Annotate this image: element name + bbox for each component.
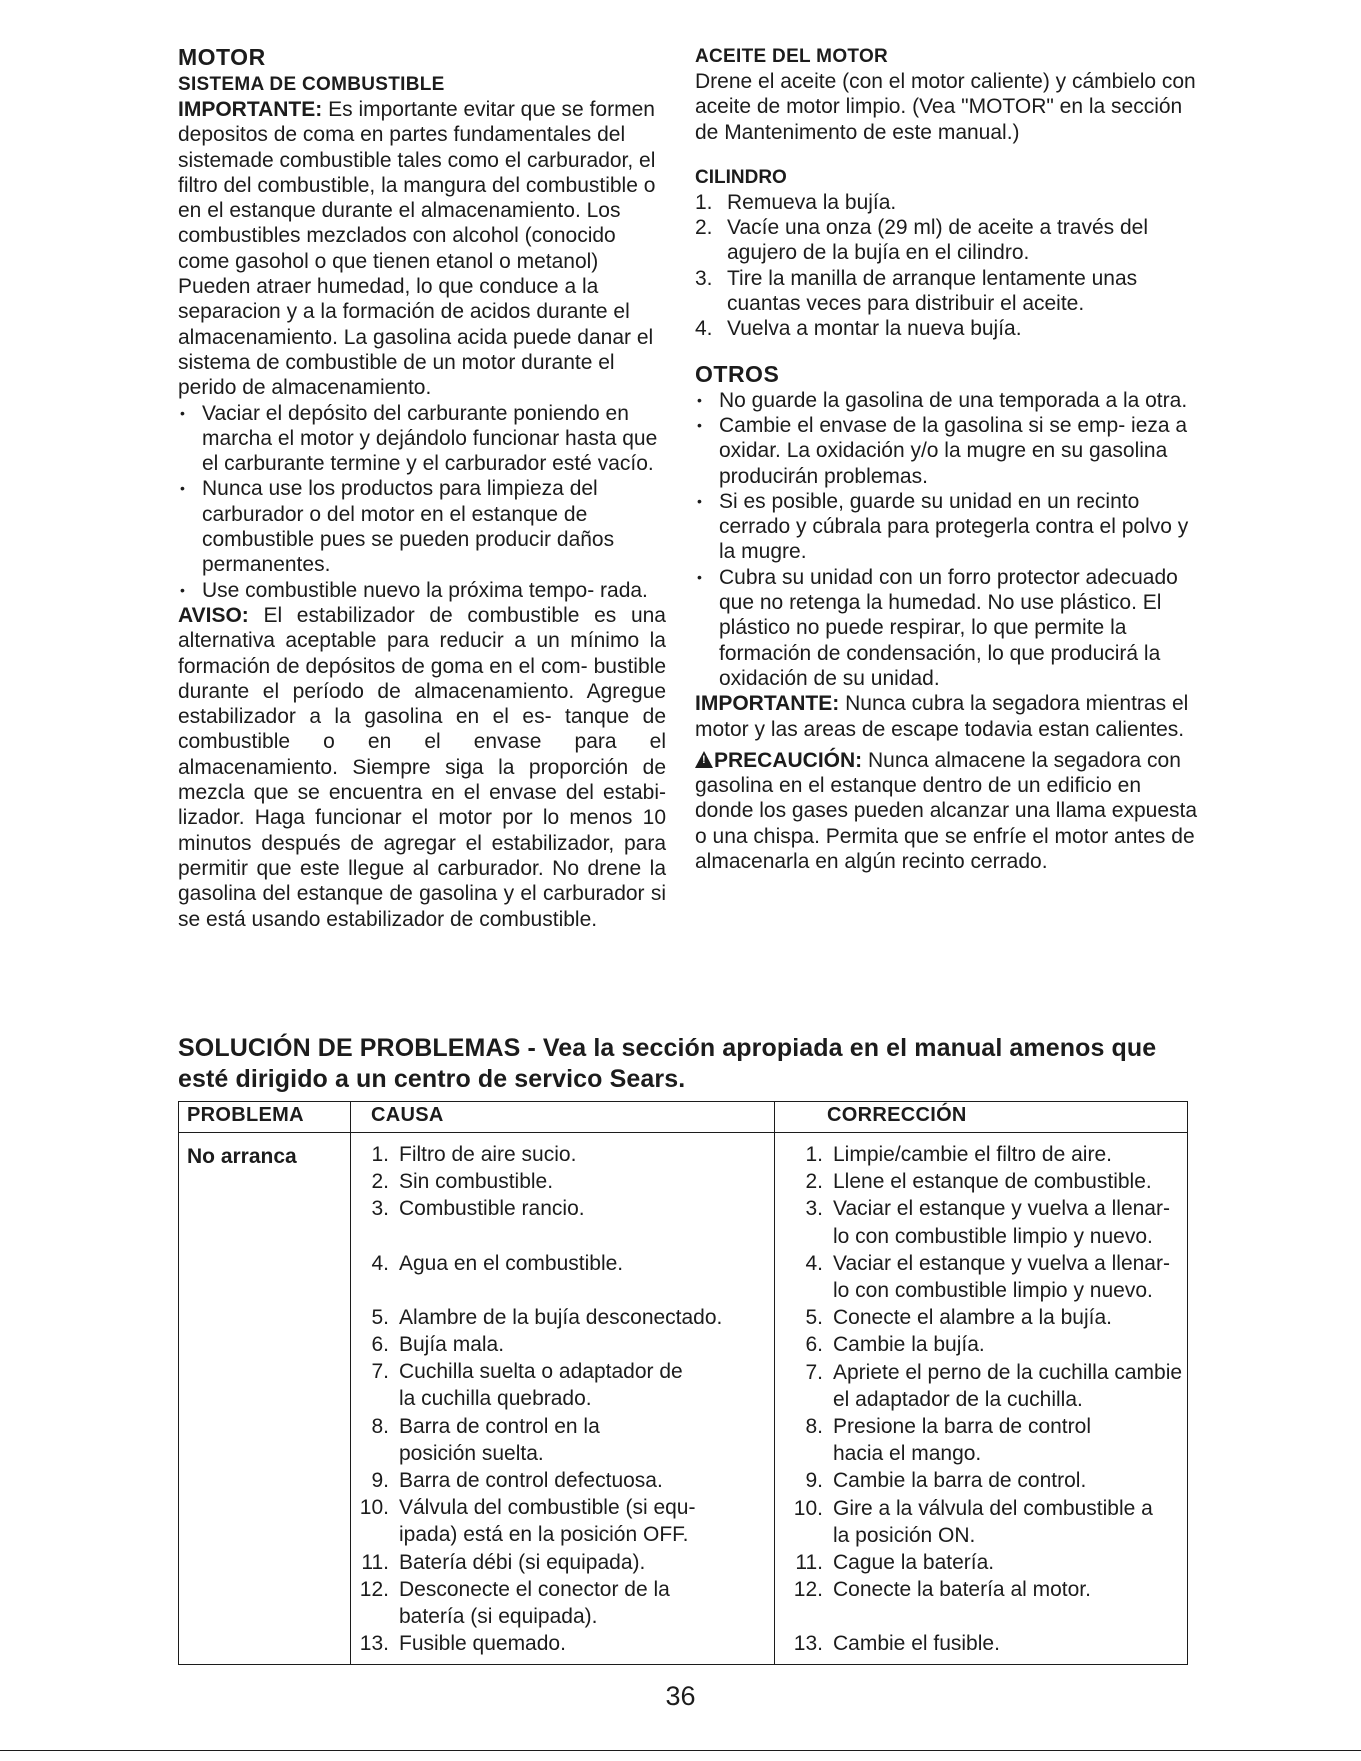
list-item: 7. Apriete el perno de la cuchilla cambie el adaptador de la cuchilla.	[805, 1360, 1183, 1411]
motor-bullet-list	[178, 401, 666, 603]
list-item: 4. Agua en el combustible.	[371, 1251, 624, 1275]
correction-cell	[775, 1133, 1188, 1665]
others-heading: OTROS	[695, 360, 780, 387]
important-note: IMPORTANTE: Nunca cubra la segadora mientras el motor y las areas de escape todavia estan calientes.	[695, 692, 1189, 741]
list-item: 2. Sin combustible.	[371, 1170, 554, 1194]
list-item: • Cubra su unidad con un forro protector adecuado que no retenga la humedad. No use plástico. El plástico no puede respirar, lo que permite la formación de condensación, lo que producirá la oxidación de su unidad.	[697, 565, 1178, 690]
bullet-icon: •	[180, 404, 185, 421]
caution-paragraph: ! PRECAUCIÓN: Nunca almacene la segadora con gasolina en el estanque dentro de un edificio en donde los gases pueden alcanzar una llama expuesta o una chispa. Permita que se enfríe el motor antes de almacenarla en algún recinto cerrado.	[695, 748, 1198, 874]
list-item: 3. Tire la manilla de arranque lentamente unas cuantas veces para distribuir el aceite.	[695, 266, 1138, 316]
list-item: 2. Vacíe una onza (29 ml) de aceite a través del agujero de la bujía en el cilindro.	[695, 216, 1149, 265]
list-item: • No guarde la gasolina de una temporada a la otra.	[697, 388, 1188, 412]
table-header-row	[179, 1102, 1188, 1133]
list-item: • Vaciar el depósito del carburante poniendo en marcha el motor y dejándolo funcionar hasta que el carburante termine y el carburador esté vacío.	[180, 401, 658, 476]
engine-oil-text: Drene el aceite (con el motor caliente) y cámbielo con aceite de motor limpio. (Vea "MOTOR" en la sección de Mantenimento de este manual.)	[695, 70, 1196, 144]
aviso-label: AVISO:	[178, 603, 249, 627]
troubleshooting-heading: SOLUCIÓN DE PROBLEMAS - Vea la sección apropiada en el manual amenos que esté dirigido a un centro de servico Sears.	[178, 1034, 1157, 1093]
aviso-text: El estabilizador de combustible es una alternativa aceptable para reducir a un mínimo la formación de depósitos de goma en el com- bustible durante el período de almacenamiento. Agregue estabilizador a la gasolina en el es- tanque de combustible o en el envase para el almacenamiento. Siempre siga la proporción de mezcla que se encuentra en el envase del estabi- lizador. Haga funcionar el motor por lo menos 10 minutos después de agregar el estabilizador, para permitir que este llegue al carburador. No drene la gasolina del estanque de gasolina y el carburador si se está usando estabilizador de combustible.	[178, 603, 666, 931]
list-item: 11. Batería débi (si equipada).	[361, 1550, 646, 1574]
list-item: 9. Cambie la barra de control.	[805, 1469, 1087, 1493]
caution-label: PRECAUCIÓN:	[714, 748, 863, 772]
correction-list	[783, 1141, 1187, 1658]
list-item: 8. Presione la barra de control hacia el mango.	[805, 1415, 1091, 1466]
list-item: 6. Cambie la bujía.	[805, 1333, 985, 1357]
list-item: 1. Filtro de aire sucio.	[371, 1143, 577, 1166]
cause-list	[359, 1141, 774, 1657]
list-item: 5. Conecte el alambre a la bujía.	[805, 1306, 1112, 1330]
engine-oil-heading: ACEITE DEL MOTOR	[695, 46, 889, 67]
list-item: 5. Alambre de la bujía desconectado.	[371, 1305, 723, 1329]
list-item: 6. Bujía mala.	[371, 1333, 505, 1357]
list-item: • Cambie el envase de la gasolina si se emp- ieza a oxidar. La oxidación y/o la mugre en su gasolina producirán problemas.	[697, 413, 1188, 488]
cylinder-steps	[695, 190, 1205, 342]
bottom-divider	[0, 1750, 1361, 1751]
list-item: • Si es posible, guarde su unidad en un recinto cerrado y cúbrala para protegerla contra el polvo y la mugre.	[697, 489, 1189, 564]
right-column	[695, 44, 1205, 874]
bullet-icon: •	[697, 391, 702, 408]
bullet-icon: •	[180, 581, 185, 598]
important-text: Es importante evitar que se formen depositos de coma en partes fundamentales del sistemade combustible tales como el carburador, el filtro del combustible, la mangura del combustible o en el estanque durante el almacenamiento. Los combustibles mezclados con alcohol (conocido come gasohol o que tienen etanol o metanol) Pueden atraer humedad, lo que conduce a la separacion y a la formación de acidos durante el almacenamiento. La gasolina acida puede danar el sistema de combustible de un motor durante el perido de almacenamiento.	[178, 98, 656, 400]
list-item: 13. Cambie el fusible.	[793, 1632, 1000, 1656]
list-item: 8. Barra de control en la posición suelta.	[371, 1414, 600, 1465]
important-paragraph	[178, 97, 666, 401]
problem-cell: No arranca	[179, 1133, 351, 1665]
list-item: 1. Limpie/cambie el filtro de aire.	[805, 1143, 1112, 1166]
important-label: IMPORTANTE:	[695, 692, 840, 716]
column-header-problem: PROBLEMA	[179, 1102, 351, 1133]
page-number: 36	[665, 1681, 696, 1711]
list-item: 10. Gire a la válvula del combustible a la posición ON.	[793, 1496, 1153, 1547]
motor-heading: MOTOR	[178, 44, 266, 70]
bullet-icon: •	[180, 480, 185, 497]
list-item: 3. Vaciar el estanque y vuelva a llenar- lo con combustible limpio y nuevo.	[805, 1197, 1170, 1248]
table-row	[179, 1133, 1188, 1665]
column-header-cause: CAUSA	[351, 1102, 775, 1133]
troubleshooting-table	[178, 1101, 1188, 1665]
aviso-paragraph	[178, 603, 666, 932]
column-header-correction: CORRECCIÓN	[775, 1102, 1188, 1133]
list-item: 12. Desconecte el conector de la batería (si equipada).	[359, 1577, 670, 1629]
list-item: • Use combustible nuevo la próxima tempo- rada.	[180, 578, 648, 602]
list-item: 4. Vuelva a montar la nueva bujía.	[695, 317, 1022, 341]
list-item: 9. Barra de control defectuosa.	[371, 1469, 663, 1493]
list-item: 3. Combustible rancio.	[371, 1197, 585, 1221]
fuel-system-heading: SISTEMA DE COMBUSTIBLE	[178, 74, 445, 95]
cause-cell	[351, 1133, 775, 1665]
list-item: 4. Vaciar el estanque y vuelva a llenar- lo con combustible limpio y nuevo.	[805, 1251, 1170, 1303]
bullet-icon: •	[697, 416, 702, 433]
left-column	[178, 44, 666, 932]
list-item: 7. Cuchilla suelta o adaptador de la cuchilla quebrado.	[371, 1360, 683, 1411]
list-item: 13. Fusible quemado.	[359, 1632, 566, 1656]
important-label: IMPORTANTE:	[178, 98, 323, 121]
list-item: 1. Remueva la bujía.	[695, 190, 897, 214]
list-item: • Nunca use los productos para limpieza del carburador o del motor en el estanque de combustible pues se pueden producir daños permanentes.	[180, 477, 615, 577]
cylinder-heading: CILINDRO	[695, 166, 787, 188]
warning-triangle-icon: !	[695, 751, 713, 768]
bullet-icon: •	[697, 492, 702, 509]
list-item: 10. Válvula del combustible (si equ- ipada) está en la posición OFF.	[359, 1496, 696, 1547]
list-item: 2. Llene el estanque de combustible.	[805, 1170, 1152, 1194]
list-item: 12. Conecte la batería al motor.	[793, 1578, 1091, 1602]
bullet-icon: •	[697, 568, 702, 585]
others-bullet-list	[695, 388, 1205, 692]
list-item: 11. Cague la batería.	[795, 1551, 995, 1575]
